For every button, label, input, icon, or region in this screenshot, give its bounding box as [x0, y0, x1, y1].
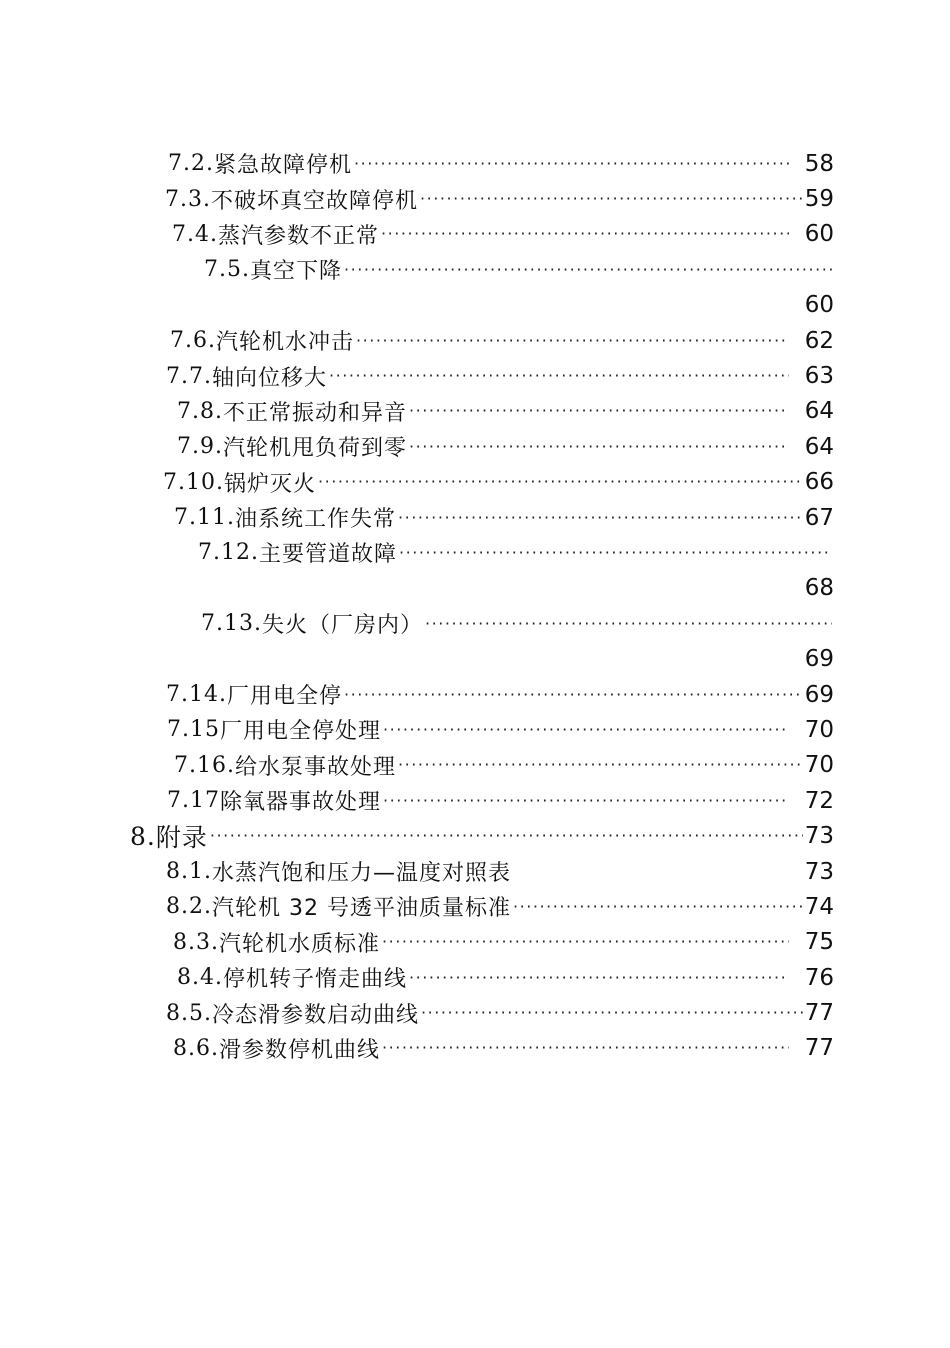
toc-page-number: 64 [804, 398, 834, 425]
toc-page-number: 66 [804, 469, 834, 496]
dot-leader [409, 400, 789, 422]
toc-number: 8. [130, 821, 156, 851]
toc-number: 7.6. [170, 328, 216, 354]
toc-entry-7-15[interactable] [0, 712, 950, 747]
toc-entry-7-2[interactable] [0, 146, 950, 181]
toc-entry-7-12[interactable] [0, 535, 950, 570]
dot-leader [381, 223, 789, 245]
toc-title: 水蒸汽饱和压力—温度对照表 [211, 861, 511, 886]
dot-leader [382, 931, 789, 953]
toc-number: 7.2. [168, 151, 214, 177]
toc-page-number: 63 [804, 363, 834, 390]
toc-title: 给水泵事故处理 [234, 754, 396, 780]
toc-entry-7-11[interactable] [0, 500, 950, 535]
toc-number: 7.16. [174, 752, 235, 778]
toc-number: 7.5. [204, 257, 250, 283]
toc-number: 8.4. [177, 965, 223, 991]
toc-entry-8-2[interactable] [0, 889, 950, 924]
toc-title: 附录 [155, 823, 208, 853]
toc-entry-8-1[interactable] [0, 854, 950, 889]
toc-number: 7.14. [166, 682, 227, 708]
toc-page-number: 70 [804, 752, 834, 779]
dot-leader [383, 719, 789, 741]
toc-title: 主要管道故障 [258, 542, 397, 568]
toc-title: 锅炉灭火 [223, 471, 316, 497]
dot-leader [425, 613, 832, 635]
toc-entry-7-9[interactable] [0, 429, 950, 464]
dot-leader [344, 259, 832, 281]
toc-title: 停机转子惰走曲线 [222, 967, 407, 993]
toc-title: 厂用电全停 [226, 684, 342, 710]
toc-number: 7.9. [177, 434, 223, 460]
toc-title: 真空下降 [249, 259, 342, 285]
toc-entry-7-7[interactable] [0, 358, 950, 393]
toc-number: 8.5. [166, 1000, 212, 1026]
toc-number: 7.3. [165, 186, 211, 212]
toc-number: 8.6. [173, 1035, 219, 1061]
toc-title: 汽轮机 32 号透平油质量标准 [211, 896, 511, 922]
toc-page-number: 73 [804, 823, 834, 850]
toc-number: 7.10. [163, 469, 224, 495]
toc-number: 7.15 [167, 717, 220, 743]
toc-entry-7-8[interactable] [0, 394, 950, 429]
dot-leader [398, 507, 803, 529]
toc-entry-7-16[interactable] [0, 748, 950, 783]
toc-title: 厂用电全停处理 [219, 719, 381, 745]
toc-entry-7-17[interactable] [0, 783, 950, 818]
dot-leader [210, 825, 803, 847]
toc-title: 油系统工作失常 [234, 507, 396, 533]
toc-entry-8-6[interactable] [0, 1031, 950, 1066]
toc-entry-8-5[interactable] [0, 995, 950, 1030]
toc-title: 不破坏真空故障停机 [210, 188, 418, 214]
toc-entry-7-4[interactable] [0, 217, 950, 252]
toc-title: 除氧器事故处理 [219, 790, 381, 816]
dot-leader [356, 330, 789, 352]
toc-entry-7-5[interactable] [0, 252, 950, 287]
toc-entry-8-3[interactable] [0, 925, 950, 960]
toc-number: 7.4. [172, 221, 218, 247]
toc-page-number: 75 [804, 929, 834, 956]
toc-page-number: 67 [804, 504, 834, 531]
toc-number: 8.3. [173, 929, 219, 955]
toc-page-number: 59 [804, 186, 834, 213]
table-of-contents [0, 146, 950, 1066]
toc-page-number: 77 [804, 1035, 834, 1062]
toc-page-number: 68 [804, 575, 834, 602]
dot-leader [382, 1037, 789, 1059]
toc-title: 轴向位移大 [211, 365, 327, 391]
toc-page-number: 74 [804, 893, 834, 920]
dot-leader [354, 153, 789, 175]
toc-entry-7-12-page [0, 571, 950, 606]
toc-page-number: 76 [804, 964, 834, 991]
toc-entry-8[interactable] [0, 818, 950, 853]
dot-leader [409, 436, 789, 458]
toc-page-number: 58 [804, 150, 834, 177]
toc-title: 滑参数停机曲线 [218, 1037, 380, 1063]
toc-page-number: 69 [804, 646, 834, 673]
toc-page-number: 60 [804, 221, 834, 248]
toc-page-number: 73 [804, 858, 834, 885]
toc-page-number: 69 [804, 681, 834, 708]
toc-title: 不正常振动和异音 [222, 400, 407, 426]
toc-title: 汽轮机水质标准 [218, 931, 380, 957]
toc-number: 7.12. [198, 540, 259, 566]
toc-number: 7.7. [166, 363, 212, 389]
dot-leader [318, 471, 803, 493]
dot-leader [399, 542, 832, 564]
toc-title: 汽轮机甩负荷到零 [222, 436, 407, 462]
toc-page-number: 62 [804, 327, 834, 354]
toc-title: 汽轮机水冲击 [215, 330, 354, 356]
toc-number: 8.2. [166, 894, 212, 920]
toc-page-number: 70 [804, 716, 834, 743]
toc-page-number: 72 [804, 787, 834, 814]
toc-entry-7-10[interactable] [0, 465, 950, 500]
toc-entry-7-13-page [0, 641, 950, 676]
dot-leader [409, 967, 789, 989]
dot-leader [421, 1002, 803, 1024]
toc-page-number: 77 [804, 1000, 834, 1027]
toc-page-number: 60 [804, 292, 834, 319]
toc-entry-7-14[interactable] [0, 677, 950, 712]
toc-title: 紧急故障停机 [213, 153, 352, 179]
toc-entry-8-4[interactable] [0, 960, 950, 995]
dot-leader [329, 365, 789, 387]
dot-leader [344, 684, 803, 706]
dot-leader [383, 790, 789, 812]
toc-number: 7.13. [201, 611, 262, 637]
toc-page-number: 64 [804, 433, 834, 460]
toc-title: 蒸汽参数不正常 [217, 223, 379, 249]
toc-number: 7.17 [167, 788, 220, 814]
toc-number: 8.1. [166, 859, 212, 884]
dot-leader [513, 896, 803, 918]
dot-leader [398, 754, 803, 776]
toc-entry-7-13[interactable] [0, 606, 950, 641]
toc-title: 冷态滑参数启动曲线 [211, 1002, 419, 1028]
toc-entry-7-3[interactable] [0, 181, 950, 216]
toc-number: 7.11. [174, 505, 235, 531]
toc-number: 7.8. [177, 398, 223, 424]
dot-leader [420, 188, 803, 210]
toc-title: 失火（厂房内） [261, 613, 423, 639]
toc-entry-7-5-page [0, 288, 950, 323]
toc-entry-7-6[interactable] [0, 323, 950, 358]
